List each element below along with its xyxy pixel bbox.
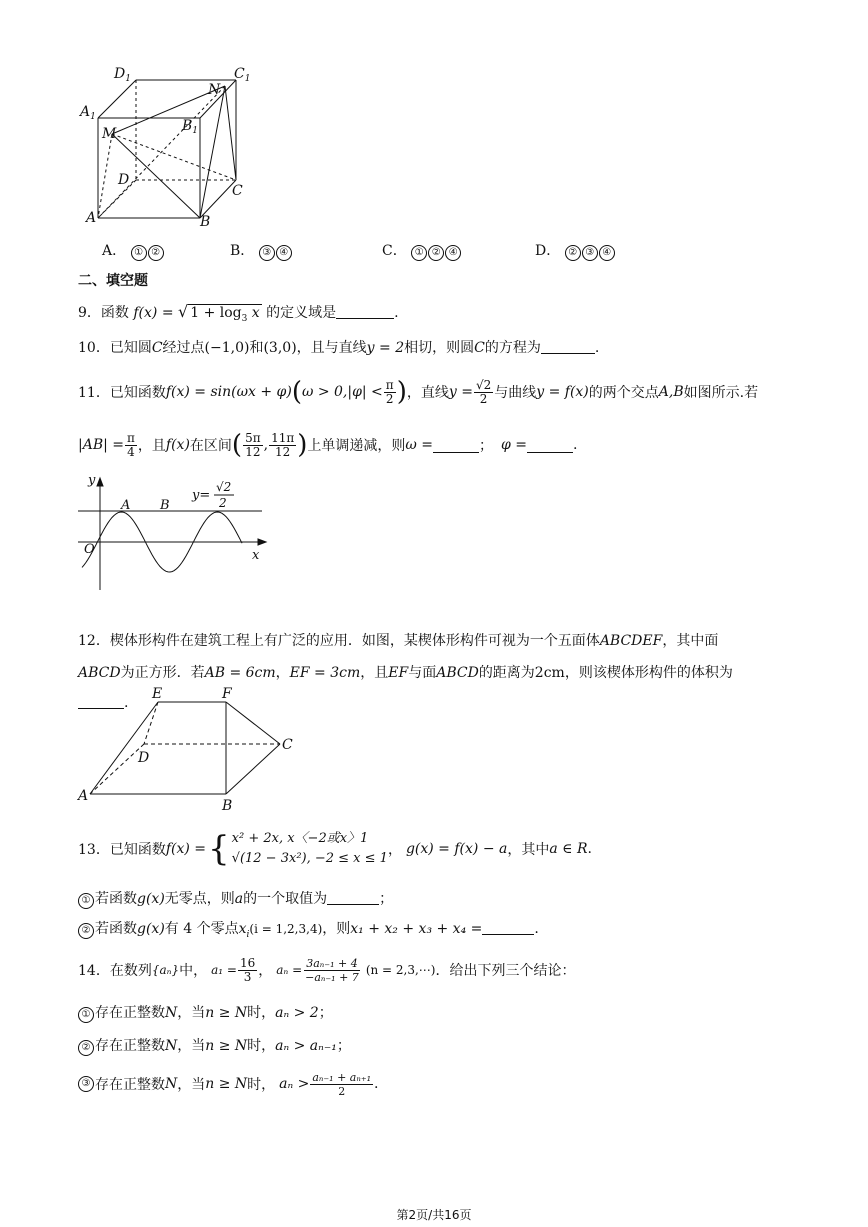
- label-e: E: [152, 686, 163, 702]
- question-13: 13．已知函数 f(x) = { x² + 2x, x〈−2或x〉1 √(12 − 3x²), −2 ≤ x ≤ 1 ， g(x) = f(x) − a ，其中 a ∈ R .: [78, 829, 592, 869]
- point-a-label: A: [121, 498, 131, 513]
- circled-digit: ①: [411, 245, 427, 261]
- option-b[interactable]: B． ③ ④: [230, 240, 293, 261]
- label-m: M: [102, 126, 117, 142]
- label-d: D: [138, 750, 150, 766]
- circled-digit: ③: [78, 1076, 94, 1092]
- label-c: C: [282, 737, 293, 753]
- question-14-conclusion1: ① 存在正整数N，当n ≥ N时，aₙ > 2；: [78, 1002, 333, 1023]
- line-equation-label: y=: [192, 488, 211, 503]
- question-14-conclusion3: ③ 存在正整数 N ，当 n ≥ N 时， aₙ > $\frac{\text{aₙ₋₁ + aₙ₊₁}}{2}$ .: [78, 1064, 379, 1104]
- option-a[interactable]: A． ① ②: [102, 240, 165, 261]
- answer-blank-phi[interactable]: [527, 438, 573, 453]
- question-10: 10．已知圆C经过点(−1,0)和(3,0)，且与直线y = 2相切，则圆C的方程为 .: [78, 340, 600, 356]
- sine-graph: [76, 470, 272, 594]
- circled-digit: ②: [428, 245, 444, 261]
- circled-digit: ④: [276, 245, 292, 261]
- question-12-line3: .: [78, 694, 128, 711]
- circled-digit: ③: [259, 245, 275, 261]
- circled-digit: ②: [78, 923, 94, 939]
- label-b: B: [222, 798, 233, 814]
- circled-digit: ③: [582, 245, 598, 261]
- question-13-part1: ① 若函数g(x)无零点，则a的一个取值为 ；: [78, 888, 393, 909]
- label-d: D: [118, 172, 130, 188]
- wedge-figure: [76, 684, 300, 814]
- question-9: 9．函数 f(x) = √ $1 + \log_3 x$ 的定义域是 .: [78, 302, 399, 324]
- circled-digit: ④: [445, 245, 461, 261]
- line-equation-den: 2: [219, 496, 227, 510]
- point-b-label: B: [160, 498, 170, 513]
- answer-blank[interactable]: [541, 339, 595, 354]
- line-equation-num: √2: [216, 480, 232, 494]
- question-14-conclusion2: ② 存在正整数N，当n ≥ N时，aₙ > aₙ₋₁；: [78, 1035, 351, 1056]
- x-axis-label: x: [252, 548, 260, 563]
- question-14: 14．在数列 {aₙ} 中， a₁ = $\frac{16}{3}$ ， aₙ = $\frac{\text{3aₙ₋₁ + 4}}{\text{−aₙ₋₁ + 7}}$ (n = 2,3,⋯) ．给出下列三个结论：: [78, 955, 576, 984]
- circled-digit: ②: [78, 1040, 94, 1056]
- circled-digit: ①: [78, 1007, 94, 1023]
- x-axis-arrow: [258, 539, 266, 545]
- label-a: A: [86, 210, 97, 226]
- question-11-line2: |AB| = $\frac{\pi}{4}$ ，且 f(x) 在区间 ( $\frac{5\pi}{12}$ , $\frac{11\pi}{12}$ ) 上单调递减，则 ω = ； φ = .: [78, 430, 578, 460]
- label-c: C: [232, 183, 243, 199]
- question-13-part2: ② 若函数g(x)有 4 个零点$x_i(i = 1,2,3,4)$，则x₁ + x₂ + x₃ + x₄ = .: [78, 918, 539, 940]
- circled-digit: ①: [78, 893, 94, 909]
- question-11-line1: 11．已知函数 f(x) = sin(ωx + φ) ( ω > 0,|φ| < $\frac{\pi}{2}$ ) ，直线 y = $\frac{√2}{2}$ 与曲线 y = f(x) 的两个交点 A,B 如图所示.若: [78, 377, 759, 407]
- label-b: B: [200, 214, 211, 230]
- label-b1: $B_1$: [182, 118, 199, 136]
- answer-blank[interactable]: [327, 890, 379, 905]
- y-axis-label: y: [88, 473, 96, 488]
- answer-blank-omega[interactable]: [433, 438, 479, 453]
- section-title: 二、填空题: [78, 273, 148, 289]
- option-d[interactable]: D． ② ③ ④: [535, 240, 616, 261]
- label-d1: $D_1$: [114, 66, 131, 84]
- circled-digit: ①: [131, 245, 147, 261]
- origin-label: O: [84, 542, 95, 557]
- circled-digit: ④: [599, 245, 615, 261]
- circled-digit: ②: [565, 245, 581, 261]
- label-n: N: [208, 82, 221, 98]
- answer-blank[interactable]: [336, 304, 394, 319]
- label-a1: $A_1$: [80, 104, 96, 122]
- question-12-line2: ABCD为正方形．若AB = 6cm，EF = 3cm，且EF与面ABCD的距离为2cm，则该楔体形构件的体积为: [78, 665, 733, 681]
- label-a: A: [78, 788, 89, 804]
- answer-blank[interactable]: [482, 920, 534, 935]
- label-c1: $C_1$: [234, 66, 251, 84]
- option-c[interactable]: C． ① ② ④: [382, 240, 462, 261]
- cube-figure: [70, 58, 260, 233]
- question-12-line1: 12．楔体形构件在建筑工程上有广泛的应用．如图，某楔体形构件可视为一个五面体ABCDEF，其中面: [78, 633, 719, 649]
- circled-digit: ②: [148, 245, 164, 261]
- page-footer: 第2页/共16页: [396, 1208, 472, 1222]
- label-f: F: [222, 686, 232, 702]
- y-axis-arrow: [97, 478, 103, 486]
